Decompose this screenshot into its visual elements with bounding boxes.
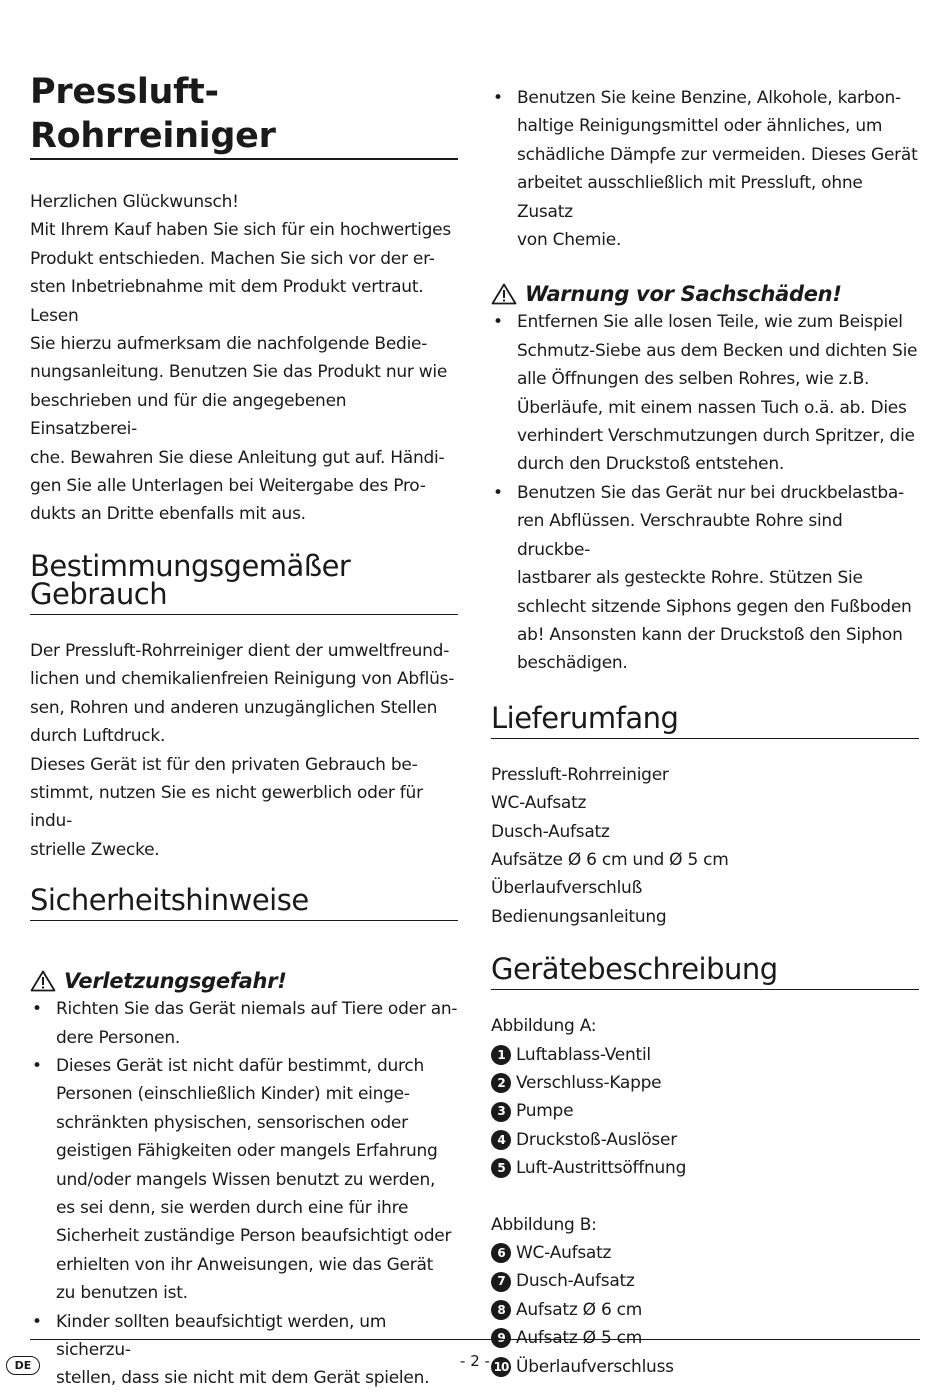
- bullet-line: Überläufe, mit einem nassen Tuch o.ä. ab. Dies: [517, 397, 907, 418]
- part-label: Überlaufverschluss: [516, 1356, 674, 1377]
- bullet-line: Personen (einschließlich Kinder) mit einge-: [56, 1084, 410, 1105]
- part-item: [491, 1239, 919, 1267]
- bullet-line: • Richten Sie das Gerät niemals auf Tiere oder an-: [56, 999, 458, 1020]
- list-item: [491, 479, 919, 678]
- damage-warning-list: [491, 308, 919, 677]
- number-badge: 7: [491, 1272, 511, 1292]
- intro-line: sten Inbetriebnahme mit dem Produkt vertraut. Lesen: [30, 277, 424, 326]
- footer-divider: [30, 1339, 920, 1340]
- use-line: sen, Rohren und anderen unzugänglichen Stellen: [30, 697, 438, 718]
- part-label: Luftablass-Ventil: [516, 1044, 651, 1065]
- intro-line: Sie hierzu aufmerksam die nachfolgende Bedie-: [30, 334, 428, 355]
- number-badge: 5: [491, 1158, 511, 1178]
- list-item: [491, 84, 919, 254]
- bullet-line: durch den Druckstoß entstehen.: [517, 454, 785, 475]
- bullet-line: geistigen Fähigkeiten oder mangels Erfahrung: [56, 1141, 438, 1162]
- use-line: lichen und chemikalienfreien Reinigung von Abflüs-: [30, 669, 455, 690]
- bullet-line: zu benutzen ist.: [56, 1283, 188, 1304]
- document-title: Pressluft-Rohrreiniger: [30, 70, 458, 160]
- bullet-line: dere Personen.: [56, 1027, 180, 1048]
- use-line: strielle Zwecke.: [30, 839, 160, 860]
- bullet-line: schränkten physischen, sensorischen oder: [56, 1112, 408, 1133]
- intro-line: che. Bewahren Sie diese Anleitung gut auf. Händi-: [30, 447, 445, 468]
- number-badge: 10: [491, 1357, 511, 1377]
- list-item: [30, 1052, 458, 1308]
- intro-line: nungsanleitung. Benutzen Sie das Produkt nur wie: [30, 362, 448, 383]
- bullet-line: haltige Reinigungsmittel oder ähnliches, um: [517, 116, 883, 137]
- bullet-line: und/oder mangels Wissen benutzt zu werden,: [56, 1169, 436, 1190]
- number-badge: 2: [491, 1073, 511, 1093]
- part-item: [491, 1097, 919, 1125]
- damage-warning-heading: [491, 280, 919, 308]
- use-line: stimmt, nutzen Sie es nicht gewerblich oder für indu-: [30, 782, 423, 832]
- figure-b-label: Abbildung B:: [491, 1214, 597, 1235]
- warning-triangle-icon: [491, 283, 517, 305]
- bullet-line: • Kinder sollten beaufsichtigt werden, um sicherzu-: [56, 1311, 387, 1360]
- language-badge: DE: [6, 1356, 40, 1375]
- intended-use-heading-line1: Bestimmungsgemäßer: [30, 548, 351, 583]
- list-item: [30, 1308, 458, 1393]
- safety-heading: Sicherheitshinweise: [30, 886, 458, 921]
- chemical-warning-list: [491, 84, 919, 254]
- page-number: - 2 -: [460, 1352, 490, 1370]
- intended-use-heading-line2: Gebrauch: [30, 576, 168, 611]
- use-line: Der Pressluft-Rohrreiniger dient der umweltfreund-: [30, 640, 450, 661]
- part-item: [491, 1041, 919, 1069]
- part-label: Druckstoß-Auslöser: [516, 1129, 677, 1150]
- part-label: Luft-Austrittsöffnung: [516, 1158, 687, 1179]
- delivery-list: [491, 761, 919, 931]
- bullet-line: schlecht sitzende Siphons gegen den Fußboden: [517, 596, 912, 617]
- delivery-item: Dusch-Aufsatz: [491, 821, 610, 842]
- bullet-line: verhindert Verschmutzungen durch Spritzer, die: [517, 426, 915, 447]
- part-item: [491, 1267, 919, 1295]
- number-badge: 8: [491, 1300, 511, 1320]
- bullet-line: Sicherheit zuständige Person beaufsichtigt oder: [56, 1226, 452, 1247]
- number-badge: 3: [491, 1102, 511, 1122]
- delivery-heading: Lieferumfang: [491, 704, 919, 739]
- injury-warning-label: Verletzungsgefahr!: [64, 969, 287, 994]
- bullet-line: ab! Ansonsten kann der Druckstoß den Siphon: [517, 624, 903, 645]
- part-item: [491, 1296, 919, 1324]
- delivery-item: WC-Aufsatz: [491, 793, 587, 814]
- part-label: Dusch-Aufsatz: [516, 1271, 635, 1292]
- damage-warning-label: Warnung vor Sachschäden!: [525, 282, 842, 307]
- bullet-line: lastbarer als gesteckte Rohre. Stützen Sie: [517, 568, 863, 589]
- part-item: [491, 1126, 919, 1154]
- part-label: Aufsatz Ø 5 cm: [516, 1328, 643, 1349]
- bullet-line: arbeitet ausschließlich mit Pressluft, ohne Zusatz: [517, 173, 863, 222]
- part-label: Aufsatz Ø 6 cm: [516, 1299, 643, 1320]
- intro-paragraph: [30, 188, 458, 529]
- intro-line: gen Sie alle Unterlagen bei Weitergabe des Pro-: [30, 476, 426, 497]
- warning-triangle-icon: [30, 970, 56, 992]
- bullet-line: • Benutzen Sie das Gerät nur bei druckbelastba-: [517, 482, 904, 503]
- delivery-item: Aufsätze Ø 6 cm und Ø 5 cm: [491, 849, 729, 870]
- figure-a-parts: [491, 1041, 919, 1183]
- delivery-item: Pressluft-Rohrreiniger: [491, 764, 669, 785]
- bullet-line: von Chemie.: [517, 230, 622, 251]
- delivery-item: Überlaufverschluß: [491, 878, 643, 899]
- list-item: [30, 995, 458, 1052]
- number-badge: 1: [491, 1045, 511, 1065]
- intended-use-heading: [30, 548, 458, 615]
- part-item: [491, 1069, 919, 1097]
- intended-use-paragraph: [30, 637, 458, 864]
- injury-warning-list: [30, 995, 458, 1393]
- part-label: Verschluss-Kappe: [516, 1072, 662, 1093]
- intro-line: Produkt entschieden. Machen Sie sich vor der er-: [30, 248, 435, 269]
- intro-line: Herzlichen Glückwunsch!: [30, 192, 239, 212]
- part-label: WC-Aufsatz: [516, 1243, 612, 1263]
- bullet-line: • Benutzen Sie keine Benzine, Alkohole, karbon-: [517, 88, 901, 108]
- bullet-line: • Dieses Gerät ist nicht dafür bestimmt, durch: [56, 1055, 425, 1076]
- intro-line: Mit Ihrem Kauf haben Sie sich für ein hochwertiges: [30, 220, 451, 241]
- bullet-line: stellen, dass sie nicht mit dem Gerät spielen.: [56, 1368, 430, 1389]
- bullet-line: ren Abflüssen. Verschraubte Rohre sind druckbe-: [517, 511, 843, 560]
- device-description-heading: Gerätebeschreibung: [491, 955, 919, 990]
- use-line: durch Luftdruck.: [30, 726, 166, 747]
- number-badge: 9: [491, 1328, 511, 1348]
- right-column: [491, 84, 919, 1381]
- bullet-line: • Entfernen Sie alle losen Teile, wie zum Beispiel: [517, 312, 903, 333]
- part-label: Pumpe: [516, 1101, 574, 1122]
- bullet-line: Schmutz-Siebe aus dem Becken und dichten Sie: [517, 340, 918, 361]
- intro-line: beschrieben und für die angegebenen Einsatzberei-: [30, 390, 347, 440]
- bullet-line: es sei denn, sie werden durch eine für ihre: [56, 1197, 409, 1218]
- use-line: Dieses Gerät ist für den privaten Gebrauch be-: [30, 754, 418, 775]
- number-badge: 4: [491, 1130, 511, 1150]
- list-item: [491, 308, 919, 478]
- intro-line: dukts an Dritte ebenfalls mit aus.: [30, 504, 306, 525]
- figure-a-label: Abbildung A:: [491, 1016, 597, 1037]
- bullet-line: erhielten von ihr Anweisungen, wie das Gerät: [56, 1254, 434, 1275]
- delivery-item: Bedienungsanleitung: [491, 906, 667, 927]
- part-item: [491, 1154, 919, 1182]
- bullet-line: alle Öffnungen des selben Rohres, wie z.B.: [517, 369, 870, 390]
- left-column: [30, 70, 458, 1393]
- bullet-line: beschädigen.: [517, 653, 628, 674]
- number-badge: 6: [491, 1243, 511, 1263]
- bullet-line: schädliche Dämpfe zur vermeiden. Dieses Gerät: [517, 144, 918, 165]
- injury-warning-heading: [30, 967, 458, 995]
